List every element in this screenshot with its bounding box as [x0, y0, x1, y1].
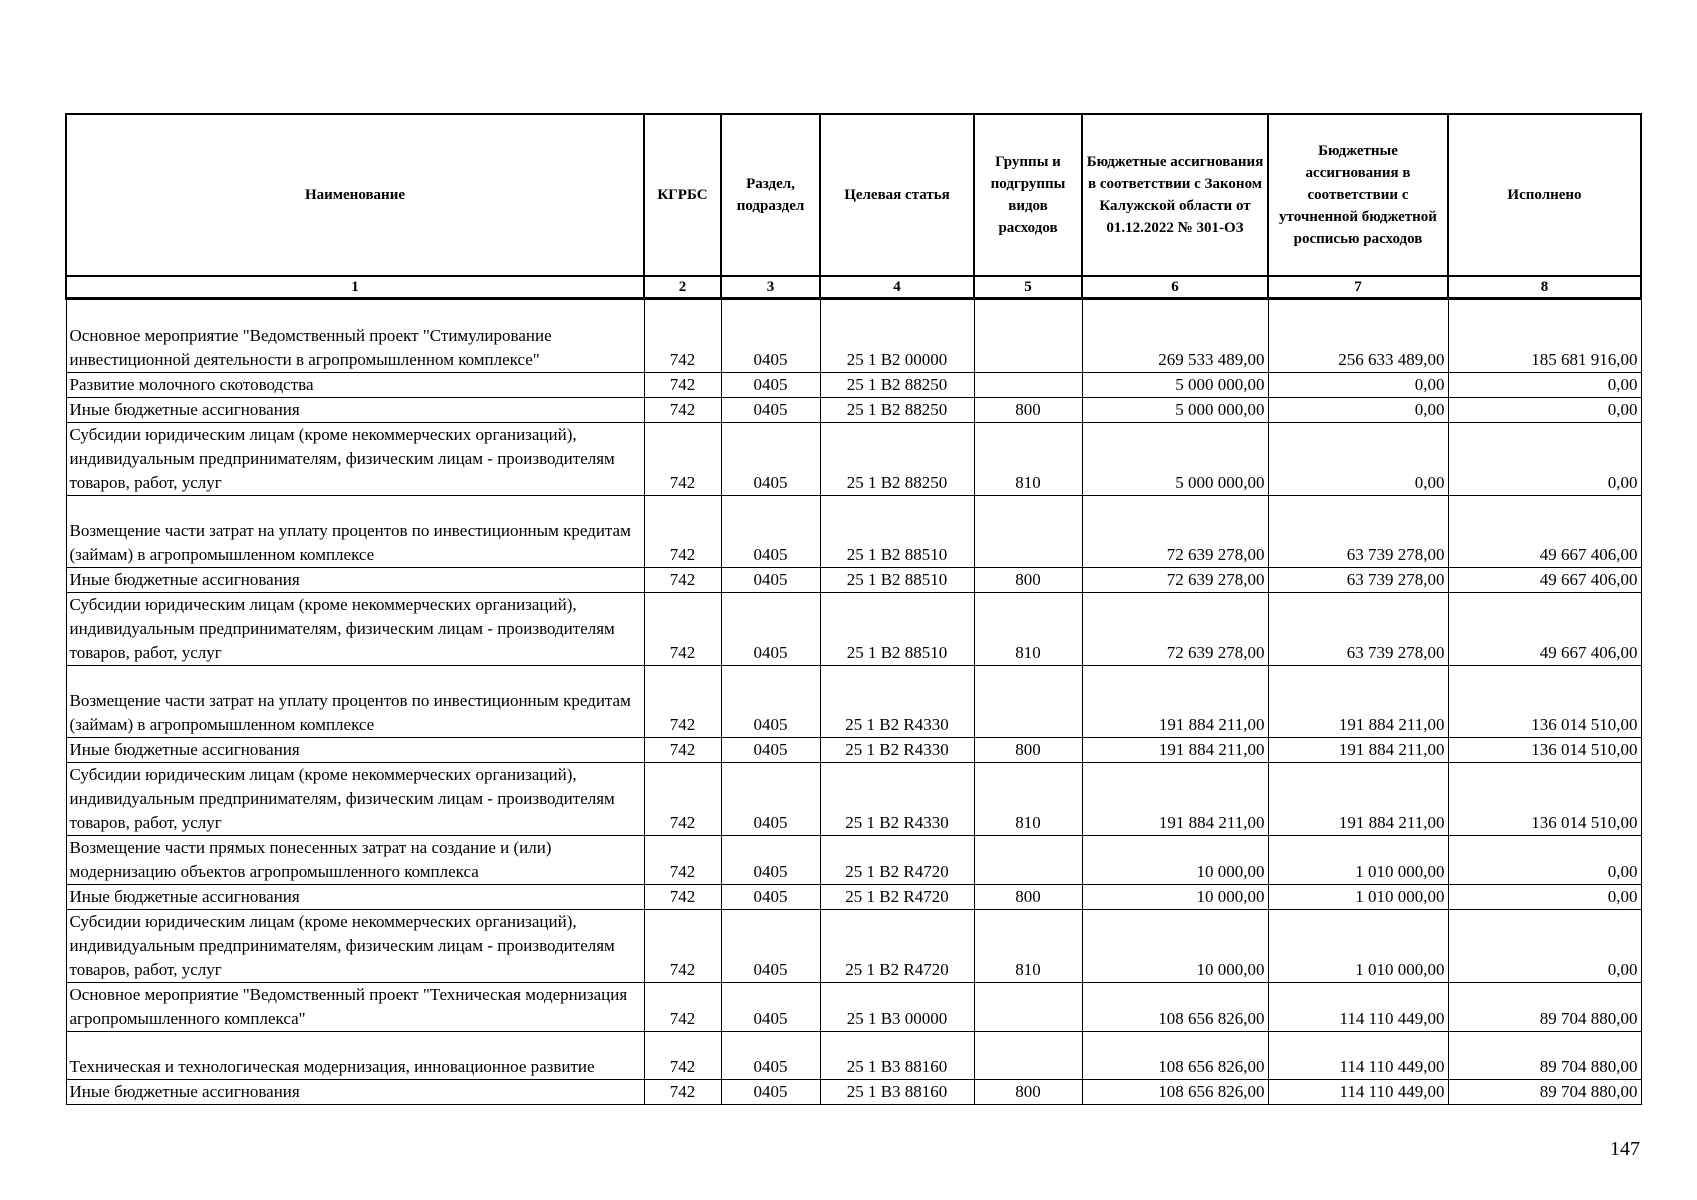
page-number: 147 — [1610, 1138, 1640, 1160]
cell-refined-allocation: 114 110 449,00 — [1268, 1080, 1448, 1105]
cell-executed: 185 681 916,00 — [1448, 299, 1641, 373]
cell-section: 0405 — [721, 738, 820, 763]
col-header-section: Раздел, подраздел — [721, 114, 820, 276]
table-row — [66, 496, 1641, 568]
cell-target-article: 25 1 B2 88510 — [820, 593, 974, 666]
table-body — [66, 299, 1641, 1105]
cell-executed: 0,00 — [1448, 885, 1641, 910]
cell-law-allocation: 108 656 826,00 — [1082, 1080, 1268, 1105]
col-number: 5 — [974, 276, 1082, 299]
cell-refined-allocation: 191 884 211,00 — [1268, 738, 1448, 763]
cell-refined-allocation: 114 110 449,00 — [1268, 983, 1448, 1032]
cell-executed: 89 704 880,00 — [1448, 983, 1641, 1032]
cell-kgrbs: 742 — [644, 1080, 721, 1105]
cell-law-allocation: 72 639 278,00 — [1082, 568, 1268, 593]
cell-expense-group: 800 — [974, 738, 1082, 763]
cell-kgrbs: 742 — [644, 738, 721, 763]
cell-expense-group: 800 — [974, 885, 1082, 910]
table-row — [66, 836, 1641, 885]
table-row — [66, 1080, 1641, 1105]
col-header-executed: Исполнено — [1448, 114, 1641, 276]
cell-refined-allocation: 191 884 211,00 — [1268, 666, 1448, 738]
cell-section: 0405 — [721, 836, 820, 885]
cell-refined-allocation: 63 739 278,00 — [1268, 593, 1448, 666]
cell-executed: 0,00 — [1448, 910, 1641, 983]
budget-table — [65, 113, 1642, 1105]
cell-name: Возмещение части прямых понесенных затрат на создание и (или) модернизацию объектов агропромышленного комплекса — [66, 836, 644, 885]
cell-expense-group — [974, 836, 1082, 885]
col-number: 6 — [1082, 276, 1268, 299]
cell-expense-group: 810 — [974, 910, 1082, 983]
cell-name: Субсидии юридическим лицам (кроме некоммерческих организаций), индивидуальным предпринимателям, физическим лицам - производителям товаров, работ, услуг — [66, 423, 644, 496]
cell-law-allocation: 5 000 000,00 — [1082, 398, 1268, 423]
col-header-kgrbs: КГРБС — [644, 114, 721, 276]
cell-executed: 89 704 880,00 — [1448, 1032, 1641, 1080]
cell-refined-allocation: 256 633 489,00 — [1268, 299, 1448, 373]
cell-law-allocation: 10 000,00 — [1082, 885, 1268, 910]
col-number: 4 — [820, 276, 974, 299]
table-row — [66, 910, 1641, 983]
cell-section: 0405 — [721, 983, 820, 1032]
cell-law-allocation: 108 656 826,00 — [1082, 1032, 1268, 1080]
cell-law-allocation: 5 000 000,00 — [1082, 373, 1268, 398]
cell-kgrbs: 742 — [644, 423, 721, 496]
cell-expense-group — [974, 666, 1082, 738]
cell-kgrbs: 742 — [644, 885, 721, 910]
cell-executed: 89 704 880,00 — [1448, 1080, 1641, 1105]
cell-executed: 49 667 406,00 — [1448, 593, 1641, 666]
cell-target-article: 25 1 B2 R4720 — [820, 836, 974, 885]
cell-expense-group: 800 — [974, 398, 1082, 423]
cell-section: 0405 — [721, 763, 820, 836]
cell-expense-group: 800 — [974, 1080, 1082, 1105]
cell-expense-group — [974, 1032, 1082, 1080]
table-row — [66, 738, 1641, 763]
table-row — [66, 423, 1641, 496]
cell-section: 0405 — [721, 496, 820, 568]
table-row — [66, 299, 1641, 373]
cell-law-allocation: 269 533 489,00 — [1082, 299, 1268, 373]
cell-kgrbs: 742 — [644, 983, 721, 1032]
cell-target-article: 25 1 B2 88250 — [820, 373, 974, 398]
cell-section: 0405 — [721, 593, 820, 666]
table-row — [66, 885, 1641, 910]
cell-section: 0405 — [721, 398, 820, 423]
col-header-expense-groups: Группы и подгруппы видов расходов — [974, 114, 1082, 276]
cell-kgrbs: 742 — [644, 763, 721, 836]
cell-refined-allocation: 63 739 278,00 — [1268, 496, 1448, 568]
table-row — [66, 398, 1641, 423]
cell-law-allocation: 191 884 211,00 — [1082, 666, 1268, 738]
cell-kgrbs: 742 — [644, 836, 721, 885]
col-header-law-allocations: Бюджетные ассигнования в соответствии с Законом Калужской области от 01.12.2022 № 301-ОЗ — [1082, 114, 1268, 276]
cell-law-allocation: 5 000 000,00 — [1082, 423, 1268, 496]
cell-law-allocation: 72 639 278,00 — [1082, 593, 1268, 666]
cell-target-article: 25 1 B2 88250 — [820, 423, 974, 496]
cell-section: 0405 — [721, 299, 820, 373]
col-number: 8 — [1448, 276, 1641, 299]
cell-section: 0405 — [721, 423, 820, 496]
cell-name: Основное мероприятие "Ведомственный проект "Техническая модернизация агропромышленного комплекса" — [66, 983, 644, 1032]
cell-target-article: 25 1 B2 88250 — [820, 398, 974, 423]
cell-kgrbs: 742 — [644, 1032, 721, 1080]
cell-kgrbs: 742 — [644, 666, 721, 738]
cell-kgrbs: 742 — [644, 593, 721, 666]
cell-expense-group — [974, 496, 1082, 568]
cell-refined-allocation: 191 884 211,00 — [1268, 763, 1448, 836]
cell-name: Иные бюджетные ассигнования — [66, 568, 644, 593]
cell-law-allocation: 191 884 211,00 — [1082, 738, 1268, 763]
cell-refined-allocation: 1 010 000,00 — [1268, 910, 1448, 983]
cell-expense-group: 810 — [974, 593, 1082, 666]
cell-expense-group — [974, 299, 1082, 373]
cell-law-allocation: 108 656 826,00 — [1082, 983, 1268, 1032]
cell-executed: 136 014 510,00 — [1448, 666, 1641, 738]
col-number: 3 — [721, 276, 820, 299]
cell-target-article: 25 1 B3 00000 — [820, 983, 974, 1032]
cell-refined-allocation: 0,00 — [1268, 373, 1448, 398]
cell-name: Техническая и технологическая модернизация, инновационное развитие — [66, 1032, 644, 1080]
cell-name: Возмещение части затрат на уплату процентов по инвестиционным кредитам (займам) в агропромышленном комплексе — [66, 666, 644, 738]
cell-expense-group: 810 — [974, 423, 1082, 496]
cell-refined-allocation: 1 010 000,00 — [1268, 885, 1448, 910]
table-row — [66, 568, 1641, 593]
cell-refined-allocation: 0,00 — [1268, 423, 1448, 496]
cell-name: Иные бюджетные ассигнования — [66, 398, 644, 423]
cell-expense-group: 810 — [974, 763, 1082, 836]
cell-kgrbs: 742 — [644, 373, 721, 398]
cell-refined-allocation: 63 739 278,00 — [1268, 568, 1448, 593]
cell-name: Иные бюджетные ассигнования — [66, 1080, 644, 1105]
cell-target-article: 25 1 B3 88160 — [820, 1080, 974, 1105]
cell-target-article: 25 1 B3 88160 — [820, 1032, 974, 1080]
col-number: 7 — [1268, 276, 1448, 299]
cell-name: Возмещение части затрат на уплату процентов по инвестиционным кредитам (займам) в агропромышленном комплексе — [66, 496, 644, 568]
cell-law-allocation: 191 884 211,00 — [1082, 763, 1268, 836]
cell-target-article: 25 1 B2 00000 — [820, 299, 974, 373]
cell-section: 0405 — [721, 373, 820, 398]
cell-target-article: 25 1 B2 88510 — [820, 496, 974, 568]
cell-executed: 0,00 — [1448, 836, 1641, 885]
cell-target-article: 25 1 B2 R4330 — [820, 763, 974, 836]
col-header-target-article: Целевая статья — [820, 114, 974, 276]
cell-name: Основное мероприятие "Ведомственный проект "Стимулирование инвестиционной деятельности в агропромышленном комплексе" — [66, 299, 644, 373]
cell-section: 0405 — [721, 568, 820, 593]
cell-refined-allocation: 114 110 449,00 — [1268, 1032, 1448, 1080]
cell-executed: 0,00 — [1448, 423, 1641, 496]
cell-executed: 136 014 510,00 — [1448, 738, 1641, 763]
cell-law-allocation: 10 000,00 — [1082, 836, 1268, 885]
cell-kgrbs: 742 — [644, 496, 721, 568]
cell-executed: 136 014 510,00 — [1448, 763, 1641, 836]
cell-kgrbs: 742 — [644, 910, 721, 983]
cell-name: Субсидии юридическим лицам (кроме некоммерческих организаций), индивидуальным предпринимателям, физическим лицам - производителям товаров, работ, услуг — [66, 910, 644, 983]
cell-expense-group — [974, 373, 1082, 398]
col-number: 2 — [644, 276, 721, 299]
cell-name: Субсидии юридическим лицам (кроме некоммерческих организаций), индивидуальным предпринимателям, физическим лицам - производителям товаров, работ, услуг — [66, 593, 644, 666]
cell-kgrbs: 742 — [644, 398, 721, 423]
table-row — [66, 373, 1641, 398]
cell-target-article: 25 1 B2 88510 — [820, 568, 974, 593]
cell-target-article: 25 1 B2 R4330 — [820, 666, 974, 738]
cell-target-article: 25 1 B2 R4330 — [820, 738, 974, 763]
col-number: 1 — [66, 276, 644, 299]
cell-name: Иные бюджетные ассигнования — [66, 738, 644, 763]
cell-name: Субсидии юридическим лицам (кроме некоммерческих организаций), индивидуальным предпринимателям, физическим лицам - производителям товаров, работ, услуг — [66, 763, 644, 836]
table-row — [66, 763, 1641, 836]
cell-section: 0405 — [721, 1080, 820, 1105]
cell-kgrbs: 742 — [644, 568, 721, 593]
table-row — [66, 666, 1641, 738]
cell-section: 0405 — [721, 1032, 820, 1080]
col-header-name: Наименование — [66, 114, 644, 276]
cell-executed: 49 667 406,00 — [1448, 568, 1641, 593]
cell-name: Иные бюджетные ассигнования — [66, 885, 644, 910]
document-page — [65, 113, 1640, 1105]
table-row — [66, 983, 1641, 1032]
cell-executed: 0,00 — [1448, 398, 1641, 423]
cell-law-allocation: 10 000,00 — [1082, 910, 1268, 983]
cell-section: 0405 — [721, 885, 820, 910]
cell-expense-group — [974, 983, 1082, 1032]
cell-executed: 0,00 — [1448, 373, 1641, 398]
table-row — [66, 593, 1641, 666]
cell-target-article: 25 1 B2 R4720 — [820, 885, 974, 910]
cell-kgrbs: 742 — [644, 299, 721, 373]
cell-section: 0405 — [721, 910, 820, 983]
cell-section: 0405 — [721, 666, 820, 738]
cell-refined-allocation: 1 010 000,00 — [1268, 836, 1448, 885]
table-header — [66, 114, 1641, 299]
cell-target-article: 25 1 B2 R4720 — [820, 910, 974, 983]
table-row — [66, 1032, 1641, 1080]
cell-executed: 49 667 406,00 — [1448, 496, 1641, 568]
cell-refined-allocation: 0,00 — [1268, 398, 1448, 423]
col-header-refined-allocations: Бюджетные ассигнования в соответствии с уточненной бюджетной росписью расходов — [1268, 114, 1448, 276]
cell-name: Развитие молочного скотоводства — [66, 373, 644, 398]
cell-law-allocation: 72 639 278,00 — [1082, 496, 1268, 568]
cell-expense-group: 800 — [974, 568, 1082, 593]
